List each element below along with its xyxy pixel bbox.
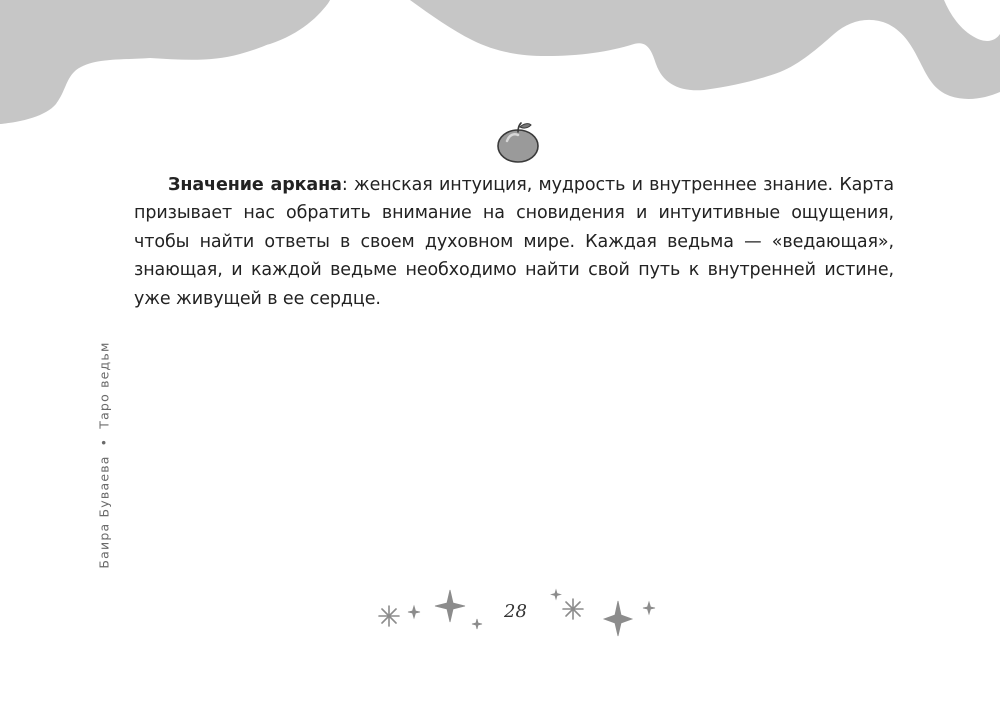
arcana-meaning-term: Значение аркана [168,175,342,195]
arcana-meaning-paragraph [134,171,894,313]
sparkle-icon [435,590,465,622]
running-head-book: Таро ведьм [96,341,112,429]
running-head-separator: • [96,437,112,447]
arcana-meaning-text: : женская интуиция, мудрость и внутреннее знание. Карта призывает нас обратить внимание на сновидения и интуитивные ощущения, чтобы найти ответы в своем духовном мире. Каждая ведьма — «ведающая», знающая, и каждой ведьме необходимо найти свой путь к внутренней истине, уже живущей в ее сердце. [134,175,894,309]
page-number: 28 [504,601,527,622]
sparkle-icon [643,602,655,614]
sparkle-icon [408,606,420,618]
sparkle-icon [563,599,583,619]
sparkle-icon [379,606,399,626]
sparkle-icon [552,590,561,599]
running-head-author: Баира Буваева [96,455,112,569]
sparkle-icon [472,619,482,629]
apple-icon [494,119,542,165]
sparkle-icon [604,601,632,636]
running-head [94,340,114,570]
